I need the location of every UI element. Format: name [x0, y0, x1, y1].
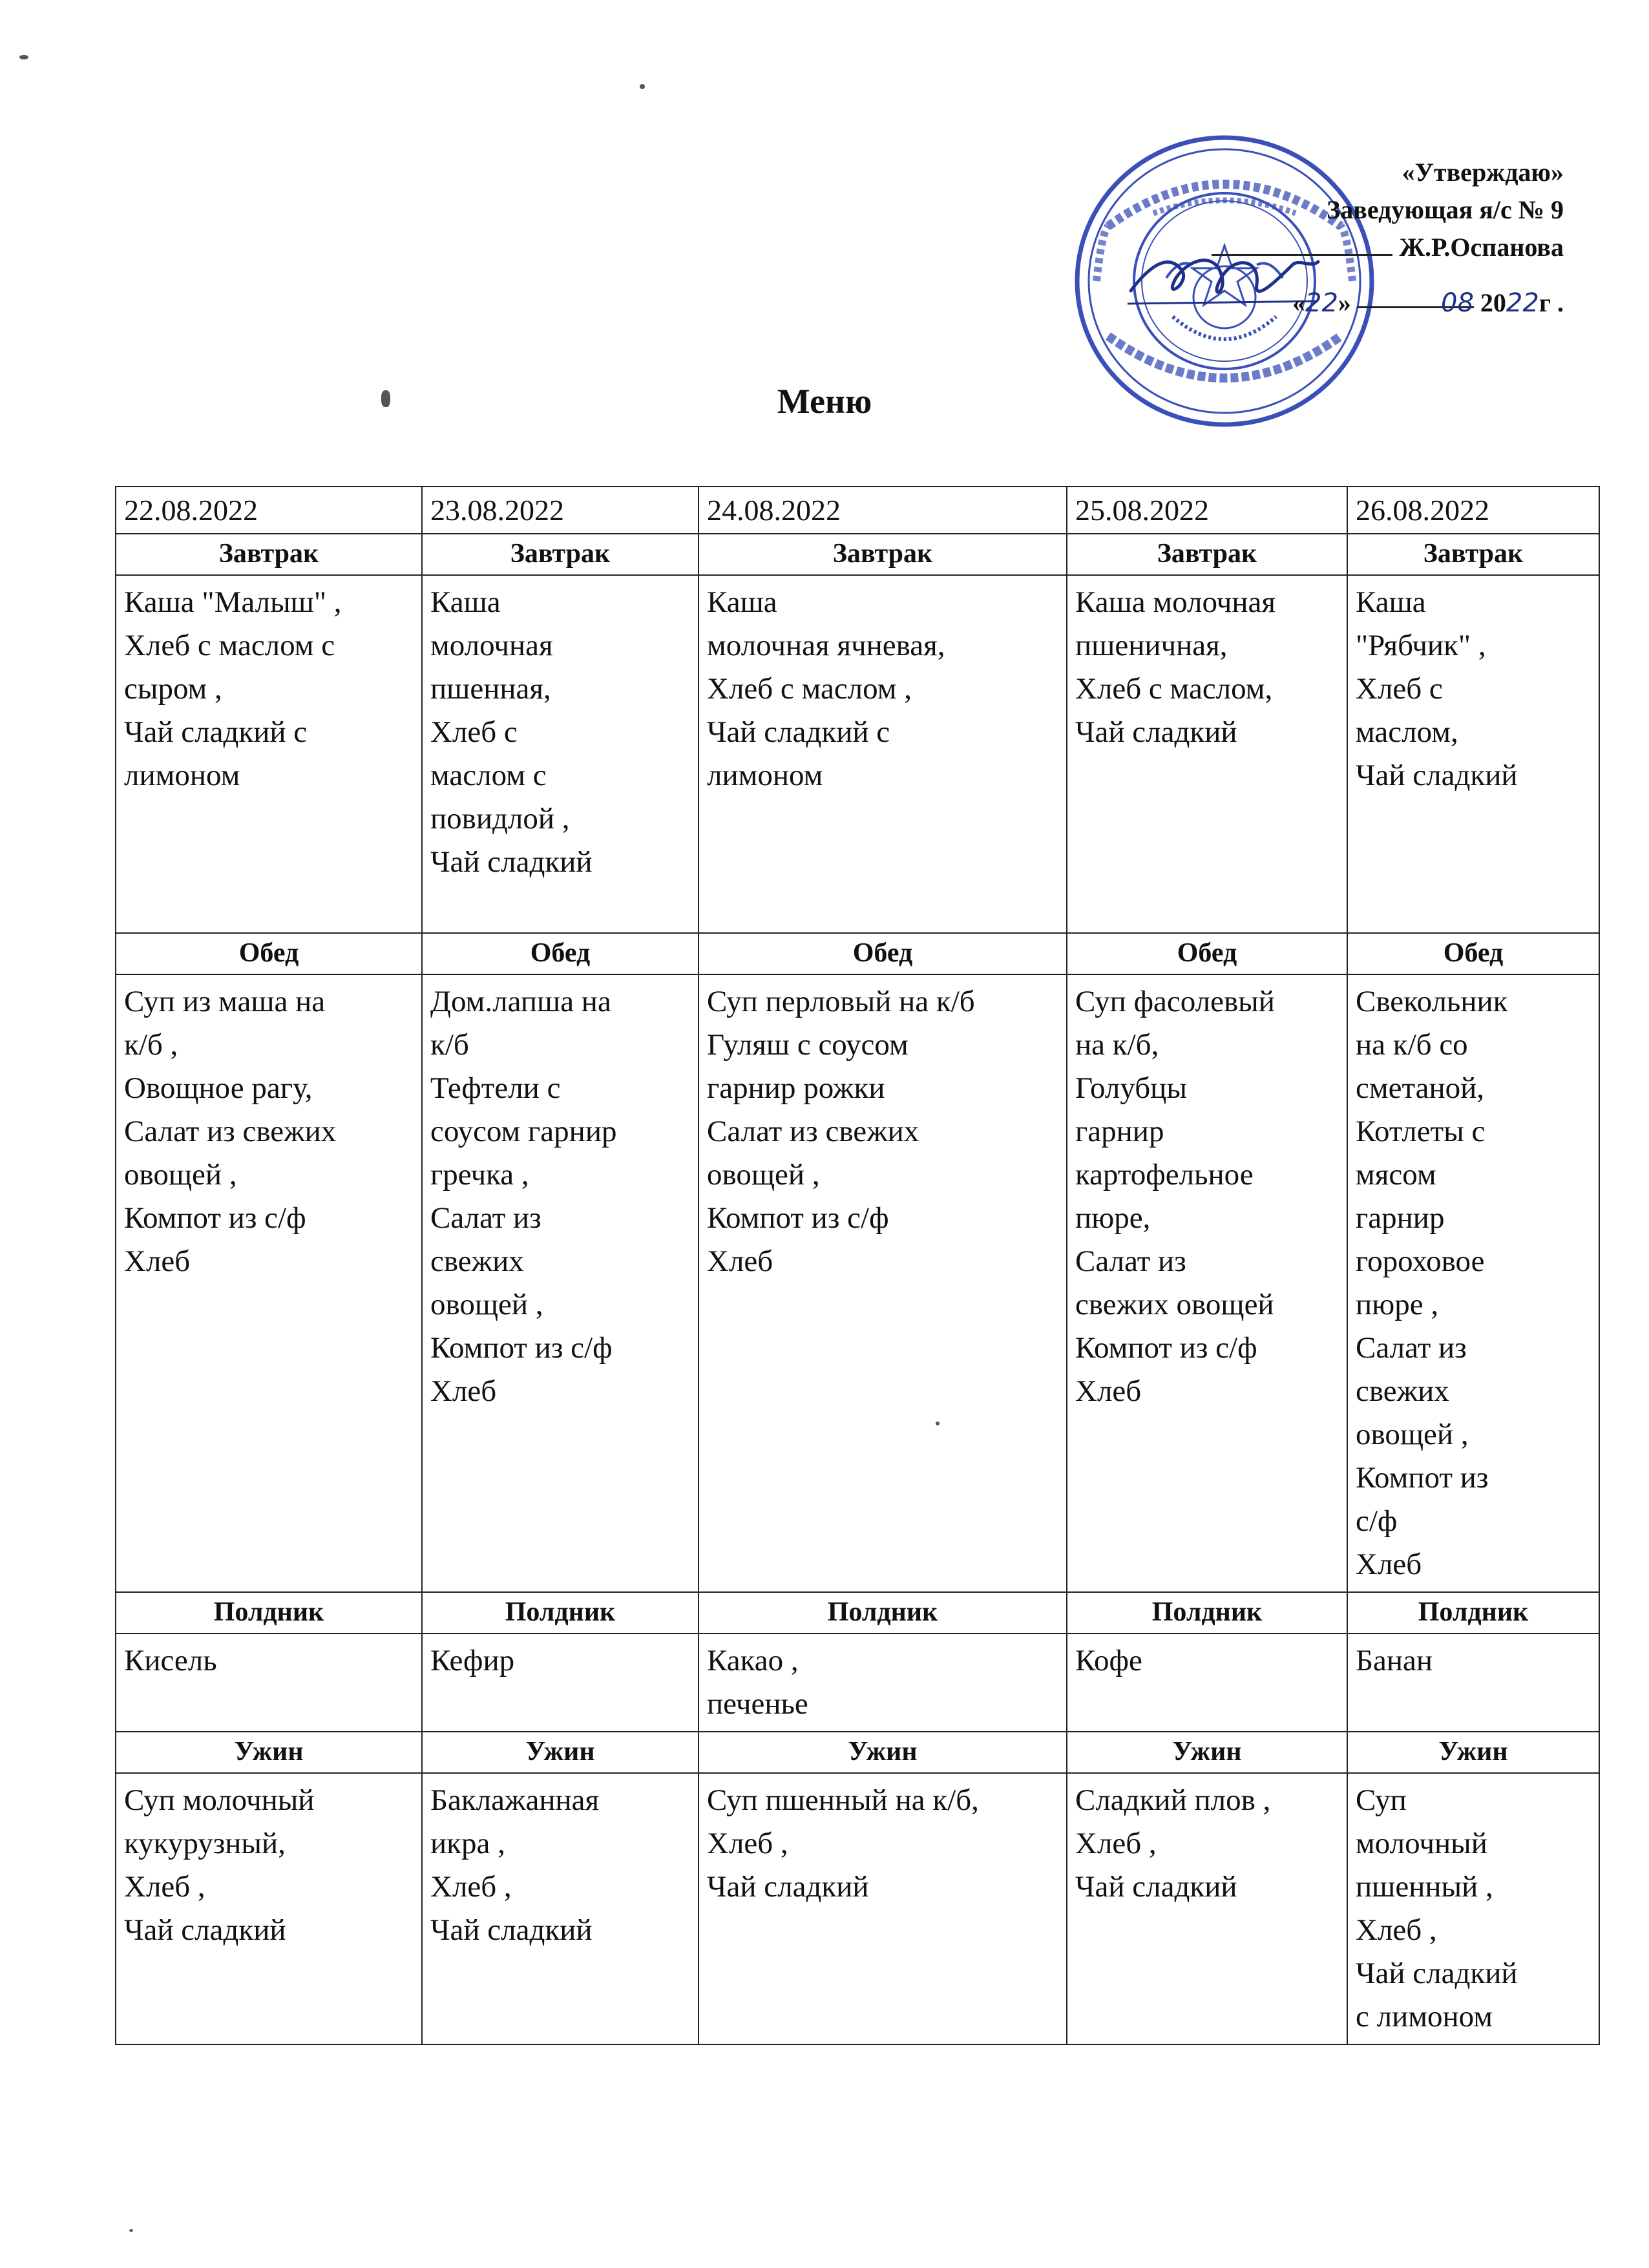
- menu-cell: [116, 974, 422, 1592]
- approval-date-year-prefix: 20: [1480, 288, 1506, 317]
- dish-line: Какао ,: [707, 1644, 799, 1677]
- dish-line: Каша "Малыш" ,: [124, 585, 342, 619]
- approval-heading: «Утверждаю»: [1402, 158, 1564, 187]
- dish-line: Чай сладкий: [1075, 715, 1237, 749]
- dish-line: гарнир: [1075, 1115, 1164, 1148]
- dish-line: Чай сладкий: [430, 845, 593, 879]
- meal-name-cell: Полдник: [116, 1592, 422, 1633]
- meal-name-cell: Ужин: [1347, 1732, 1599, 1773]
- dish-line: Хлеб: [430, 1374, 497, 1408]
- dish-line: гороховое: [1356, 1244, 1485, 1278]
- dish-line: Чай сладкий: [1075, 1870, 1237, 1904]
- dish-line: сыром ,: [124, 672, 222, 706]
- dish-line: Чай сладкий с: [707, 715, 890, 749]
- dish-line: Суп из маша на: [124, 985, 326, 1018]
- menu-cell: [698, 1633, 1067, 1732]
- dish-line: Тефтели с: [430, 1071, 561, 1105]
- approval-name-line: [995, 229, 1564, 266]
- date-header-cell: 25.08.2022: [1067, 487, 1347, 534]
- dish-line: Каша: [430, 585, 501, 619]
- dish-line: на к/б со: [1356, 1028, 1468, 1062]
- dish-line: соусом гарнир: [430, 1115, 617, 1148]
- dish-line: Чай сладкий: [430, 1913, 593, 1947]
- menu-cell: [1067, 974, 1347, 1592]
- dish-line: пшеничная,: [1075, 629, 1228, 662]
- dish-line: Кефир: [430, 1644, 515, 1677]
- dish-line: овощей ,: [1356, 1418, 1469, 1451]
- meal-name-cell: Ужин: [116, 1732, 422, 1773]
- dish-line: Овощное рагу,: [124, 1071, 313, 1105]
- dish-line: "Рябчик" ,: [1356, 629, 1486, 662]
- dish-line: Баклажанная: [430, 1783, 600, 1817]
- dish-line: Хлеб ,: [1075, 1827, 1157, 1860]
- dish-line: Суп перловый на к/б: [707, 985, 975, 1018]
- menu-cell: [116, 575, 422, 933]
- dish-line: к/б ,: [124, 1028, 178, 1062]
- approval-date-year-suffix: 22: [1506, 288, 1539, 318]
- menu-table: [115, 486, 1600, 2045]
- dish-line: Сладкий плов ,: [1075, 1783, 1271, 1817]
- approval-date-suffix: г .: [1539, 288, 1564, 317]
- menu-cell: [422, 1633, 698, 1732]
- meal-name-cell: Обед: [1347, 933, 1599, 974]
- dish-line: Суп: [1356, 1783, 1407, 1817]
- dish-line: Чай сладкий с: [124, 715, 308, 749]
- approval-date: «22» 08 2022г .: [995, 284, 1564, 322]
- dish-line: Хлеб с маслом ,: [707, 672, 912, 706]
- dish-line: Хлеб: [1356, 1548, 1422, 1581]
- dish-line: Хлеб ,: [430, 1870, 512, 1904]
- dish-line: Банан: [1356, 1644, 1433, 1677]
- menu-cell: [1347, 575, 1599, 933]
- meal-name-cell: Завтрак: [1067, 534, 1347, 575]
- menu-cell: [1067, 575, 1347, 933]
- breakfast-items-row: [116, 575, 1599, 933]
- dish-line: молочная: [430, 629, 553, 662]
- dish-line: Чай сладкий: [1356, 759, 1518, 792]
- dish-line: на к/б,: [1075, 1028, 1159, 1062]
- dish-line: свежих: [430, 1244, 524, 1278]
- menu-cell: [422, 575, 698, 933]
- dish-line: гречка ,: [430, 1158, 529, 1192]
- dish-line: маслом с: [430, 759, 547, 792]
- dish-line: Суп молочный: [124, 1783, 315, 1817]
- menu-cell: [698, 575, 1067, 933]
- dish-line: мясом: [1356, 1158, 1436, 1192]
- dish-line: свежих овощей: [1075, 1288, 1274, 1321]
- dish-line: Голубцы: [1075, 1071, 1187, 1105]
- meal-name-cell: Ужин: [1067, 1732, 1347, 1773]
- dish-line: Компот из с/ф: [430, 1331, 613, 1365]
- dish-line: Хлеб ,: [124, 1870, 205, 1904]
- dish-line: пшенный ,: [1356, 1870, 1493, 1904]
- dish-line: гарнир: [1356, 1201, 1445, 1235]
- lunch-items-row: [116, 974, 1599, 1592]
- date-header-cell: 23.08.2022: [422, 487, 698, 534]
- dish-line: пшенная,: [430, 672, 551, 706]
- snack-header-row: [116, 1592, 1599, 1633]
- date-header-cell: 26.08.2022: [1347, 487, 1599, 534]
- meal-name-cell: Завтрак: [116, 534, 422, 575]
- menu-cell: [698, 1773, 1067, 2044]
- dish-line: Салат из свежих: [124, 1115, 337, 1148]
- menu-cell: [1347, 1633, 1599, 1732]
- dish-line: Хлеб ,: [707, 1827, 788, 1860]
- menu-cell: [422, 974, 698, 1592]
- dish-line: Кисель: [124, 1644, 217, 1677]
- menu-cell: [116, 1773, 422, 2044]
- approval-block: [995, 154, 1564, 322]
- dish-line: к/б: [430, 1028, 469, 1062]
- dish-line: Хлеб ,: [1356, 1913, 1437, 1947]
- dish-line: икра ,: [430, 1827, 505, 1860]
- dish-line: гарнир рожки: [707, 1071, 885, 1105]
- dish-line: Хлеб: [1075, 1374, 1142, 1408]
- date-header-cell: 24.08.2022: [698, 487, 1067, 534]
- dish-line: лимоном: [707, 759, 823, 792]
- dish-line: Хлеб с маслом с: [124, 629, 335, 662]
- dish-line: Компот из: [1356, 1461, 1489, 1495]
- signature-line: [1212, 232, 1392, 256]
- meal-name-cell: Завтрак: [1347, 534, 1599, 575]
- dish-line: овощей ,: [124, 1158, 237, 1192]
- approval-date-month: 08: [1441, 288, 1474, 318]
- dish-line: Каша: [707, 585, 777, 619]
- dish-line: лимоном: [124, 759, 240, 792]
- dish-line: Чай сладкий: [707, 1870, 869, 1904]
- meal-name-cell: Обед: [116, 933, 422, 974]
- meal-name-cell: Завтрак: [698, 534, 1067, 575]
- meal-name-cell: Обед: [422, 933, 698, 974]
- menu-cell: [698, 974, 1067, 1592]
- approval-position: Заведующая я/с № 9: [1327, 195, 1564, 224]
- meal-name-cell: Завтрак: [422, 534, 698, 575]
- dish-line: Чай сладкий: [124, 1913, 286, 1947]
- dish-line: Каша: [1356, 585, 1426, 619]
- dish-line: кукурузный,: [124, 1827, 286, 1860]
- dish-line: картофельное: [1075, 1158, 1254, 1192]
- dish-line: Суп фасолевый: [1075, 985, 1275, 1018]
- menu-cell: [1067, 1773, 1347, 2044]
- dish-line: Суп пшенный на к/б,: [707, 1783, 979, 1817]
- meal-name-cell: Ужин: [698, 1732, 1067, 1773]
- dish-line: Салат из: [1075, 1244, 1186, 1278]
- dish-line: Чай сладкий: [1356, 1957, 1518, 1990]
- meal-name-cell: Полдник: [698, 1592, 1067, 1633]
- dish-line: Компот из с/ф: [1075, 1331, 1257, 1365]
- dish-line: Каша молочная: [1075, 585, 1276, 619]
- menu-cell: [1347, 1773, 1599, 2044]
- dish-line: овощей ,: [707, 1158, 820, 1192]
- scan-speck: [19, 55, 28, 59]
- menu-cell: [1067, 1633, 1347, 1732]
- dish-line: Гуляш с соусом: [707, 1028, 909, 1062]
- meal-name-cell: Полдник: [422, 1592, 698, 1633]
- dish-line: пюре ,: [1356, 1288, 1439, 1321]
- dish-line: с/ф: [1356, 1504, 1398, 1538]
- dish-line: Компот из с/ф: [124, 1201, 306, 1235]
- dish-line: Дом.лапша на: [430, 985, 611, 1018]
- approval-date-month-field: [1358, 284, 1474, 318]
- dish-line: Хлеб: [707, 1244, 773, 1278]
- approval-date-day: 22: [1305, 288, 1338, 318]
- dish-line: Салат из свежих: [707, 1115, 919, 1148]
- dish-line: Салат из: [430, 1201, 541, 1235]
- dish-line: Кофе: [1075, 1644, 1142, 1677]
- meal-name-cell: Обед: [698, 933, 1067, 974]
- meal-name-cell: Ужин: [422, 1732, 698, 1773]
- snack-items-row: [116, 1633, 1599, 1732]
- dish-line: печенье: [707, 1687, 808, 1721]
- dish-line: Салат из: [1356, 1331, 1467, 1365]
- dish-line: Компот из с/ф: [707, 1201, 889, 1235]
- dinner-header-row: [116, 1732, 1599, 1773]
- approval-name: Ж.Р.Оспанова: [1399, 233, 1564, 262]
- menu-cell: [422, 1773, 698, 2044]
- page-title: Меню: [777, 382, 872, 421]
- dish-line: Хлеб с: [430, 715, 518, 749]
- dish-line: молочный: [1356, 1827, 1487, 1860]
- menu-cell: [1347, 974, 1599, 1592]
- dish-line: Хлеб с: [1356, 672, 1443, 706]
- meal-name-cell: Обед: [1067, 933, 1347, 974]
- scan-speck: [129, 2229, 133, 2232]
- dish-line: Свекольник: [1356, 985, 1508, 1018]
- meal-name-cell: Полдник: [1347, 1592, 1599, 1633]
- dish-line: молочная ячневая,: [707, 629, 945, 662]
- meal-name-cell: Полдник: [1067, 1592, 1347, 1633]
- dish-line: Хлеб с маслом,: [1075, 672, 1273, 706]
- dish-line: свежих: [1356, 1374, 1449, 1408]
- dinner-items-row: [116, 1773, 1599, 2044]
- dish-line: маслом,: [1356, 715, 1458, 749]
- date-header-cell: 22.08.2022: [116, 487, 422, 534]
- lunch-header-row: [116, 933, 1599, 974]
- menu-cell: [116, 1633, 422, 1732]
- dish-line: овощей ,: [430, 1288, 543, 1321]
- dates-row: [116, 487, 1599, 534]
- dish-line: Котлеты с: [1356, 1115, 1486, 1148]
- dish-line: сметаной,: [1356, 1071, 1484, 1105]
- dish-line: с лимоном: [1356, 2000, 1493, 2033]
- scan-speck: [640, 84, 645, 89]
- dish-line: повидлой ,: [430, 802, 570, 835]
- breakfast-header-row: [116, 534, 1599, 575]
- dish-line: пюре,: [1075, 1201, 1151, 1235]
- dish-line: Хлеб: [124, 1244, 191, 1278]
